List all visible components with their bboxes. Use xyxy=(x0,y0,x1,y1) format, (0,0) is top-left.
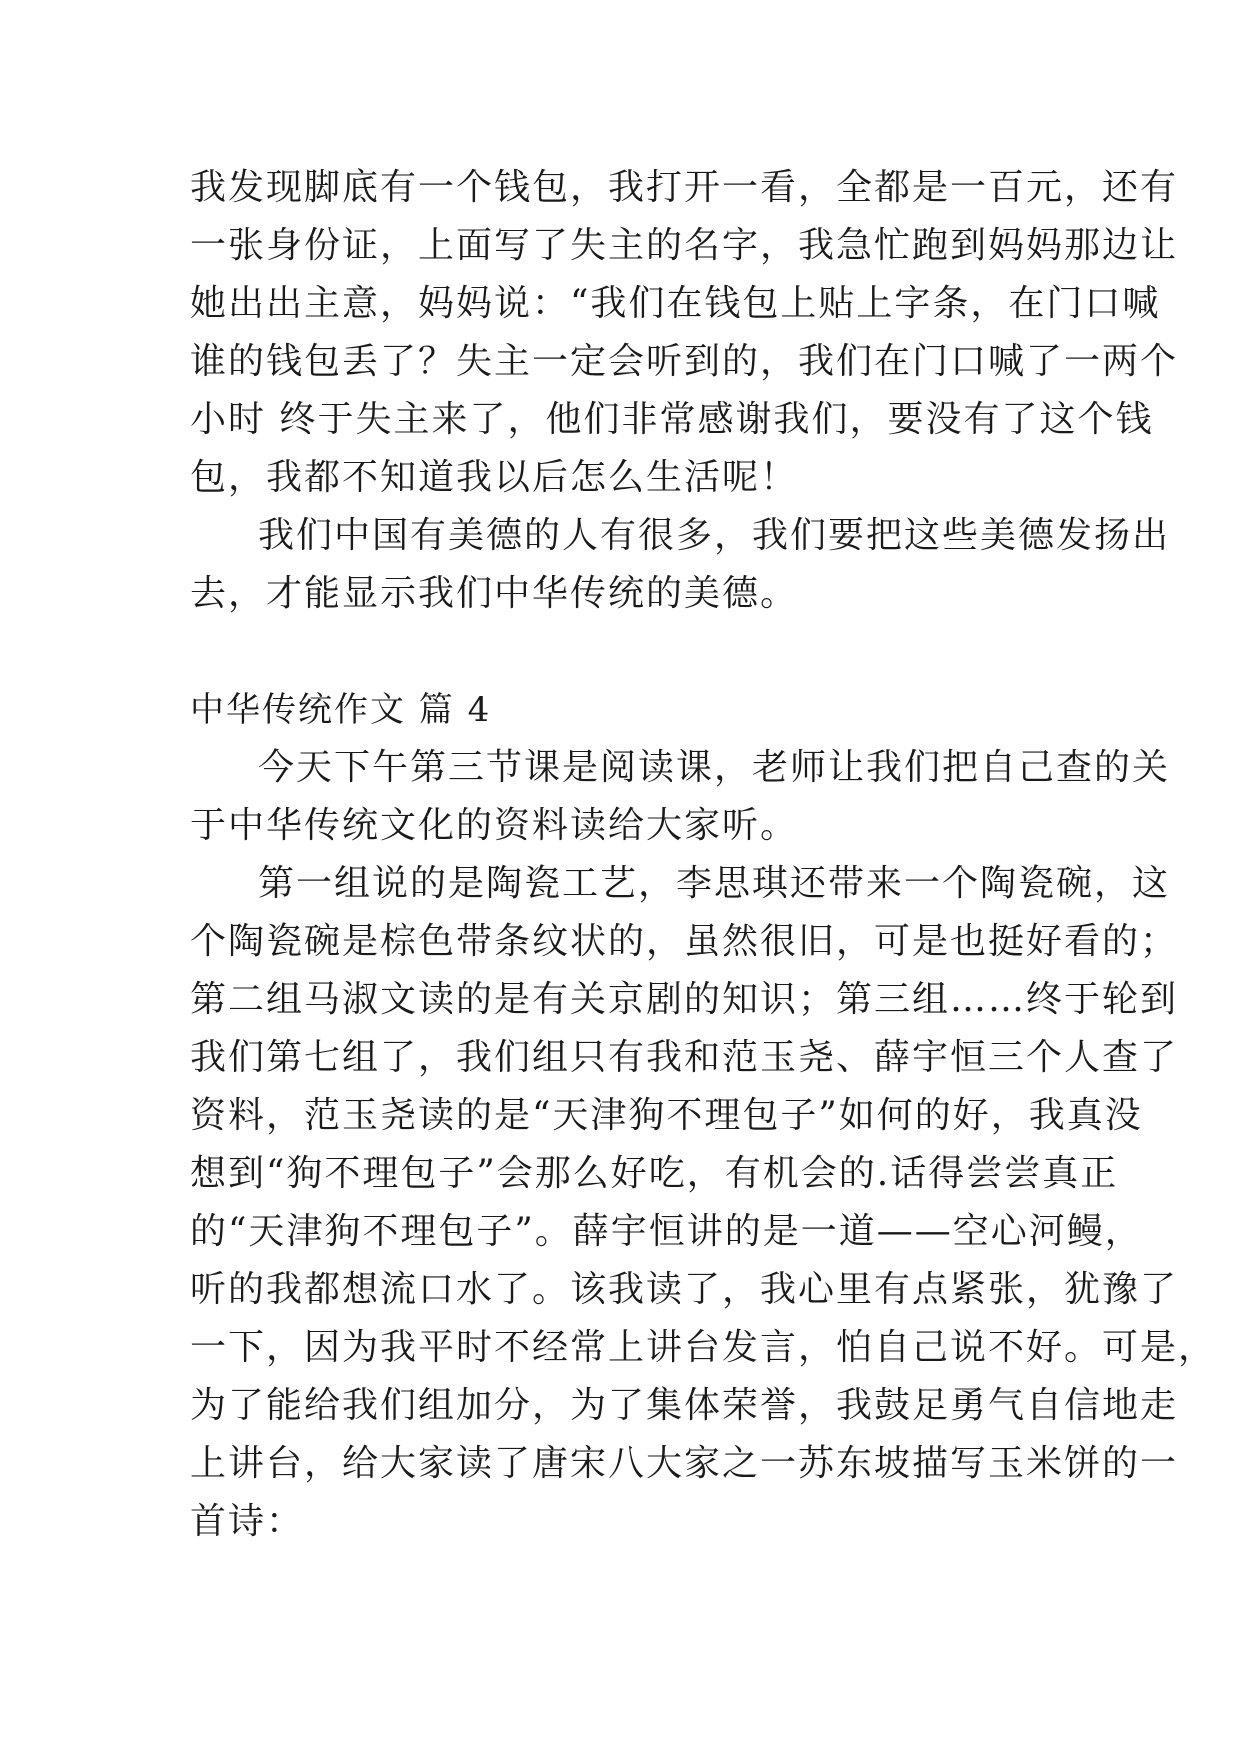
paragraph-line: 谁的钱包丢了？失主一定会听到的，我们在门口喊了一两个 xyxy=(190,341,1179,382)
paragraph-line: 一张身份证，上面写了失主的名字，我急忙跑到妈妈那边让 xyxy=(190,225,1179,266)
paragraph-line: 为了能给我们组加分，为了集体荣誉，我鼓足勇气自信地走 xyxy=(190,1385,1179,1426)
paragraph-line: 的“天津狗不理包子”。薛宇恒讲的是一道——空心河鳗， xyxy=(190,1211,1143,1252)
paragraph-line: 她出出主意，妈妈说：“我们在钱包上贴上字条，在门口喊 xyxy=(190,283,1161,324)
paragraph-line: 第二组马淑文读的是有关京剧的知识；第三组……终于轮到 xyxy=(190,979,1179,1020)
paragraph-line: 今天下午第三节课是阅读课，老师让我们把自己查的关 xyxy=(258,747,1171,788)
paragraph-line: 我们中国有美德的人有很多，我们要把这些美德发扬出 xyxy=(258,515,1171,556)
paragraph-line: 听的我都想流口水了。该我读了，我心里有点紧张，犹豫了 xyxy=(190,1269,1179,1310)
paragraph-line: 首诗： xyxy=(190,1501,305,1542)
paragraph-line: 资料，范玉尧读的是“天津狗不理包子”如何的好，我真没 xyxy=(190,1095,1143,1136)
paragraph-line: 上讲台，给大家读了唐宋八大家之一苏东坡描写玉米饼的一 xyxy=(190,1443,1179,1484)
paragraph-line: 想到“狗不理包子”会那么好吃，有机会的.话得尝尝真正 xyxy=(190,1153,1119,1194)
paragraph-line: 小时 终于失主来了，他们非常感谢我们，要没有了这个钱 xyxy=(190,399,1154,440)
paragraph-line: 我发现脚底有一个钱包，我打开一看，全都是一百元，还有 xyxy=(190,167,1179,208)
paragraph-line: 第一组说的是陶瓷工艺，李思琪还带来一个陶瓷碗，这 xyxy=(258,863,1171,904)
essay-heading: 中华传统作文 篇 4 xyxy=(190,690,492,730)
paragraph-line: 于中华传统文化的资料读给大家听。 xyxy=(190,805,799,846)
paragraph-line: 包，我都不知道我以后怎么生活呢！ xyxy=(190,457,799,498)
paragraph-line: 我们第七组了，我们组只有我和范玉尧、薛宇恒三个人查了 xyxy=(190,1037,1179,1078)
paragraph-line: 一下，因为我平时不经常上讲台发言，怕自己说不好。可是， xyxy=(190,1327,1217,1368)
paragraph-line: 去，才能显示我们中华传统的美德。 xyxy=(190,573,799,614)
paragraph-line: 个陶瓷碗是棕色带条纹状的，虽然很旧，可是也挺好看的； xyxy=(190,921,1179,962)
